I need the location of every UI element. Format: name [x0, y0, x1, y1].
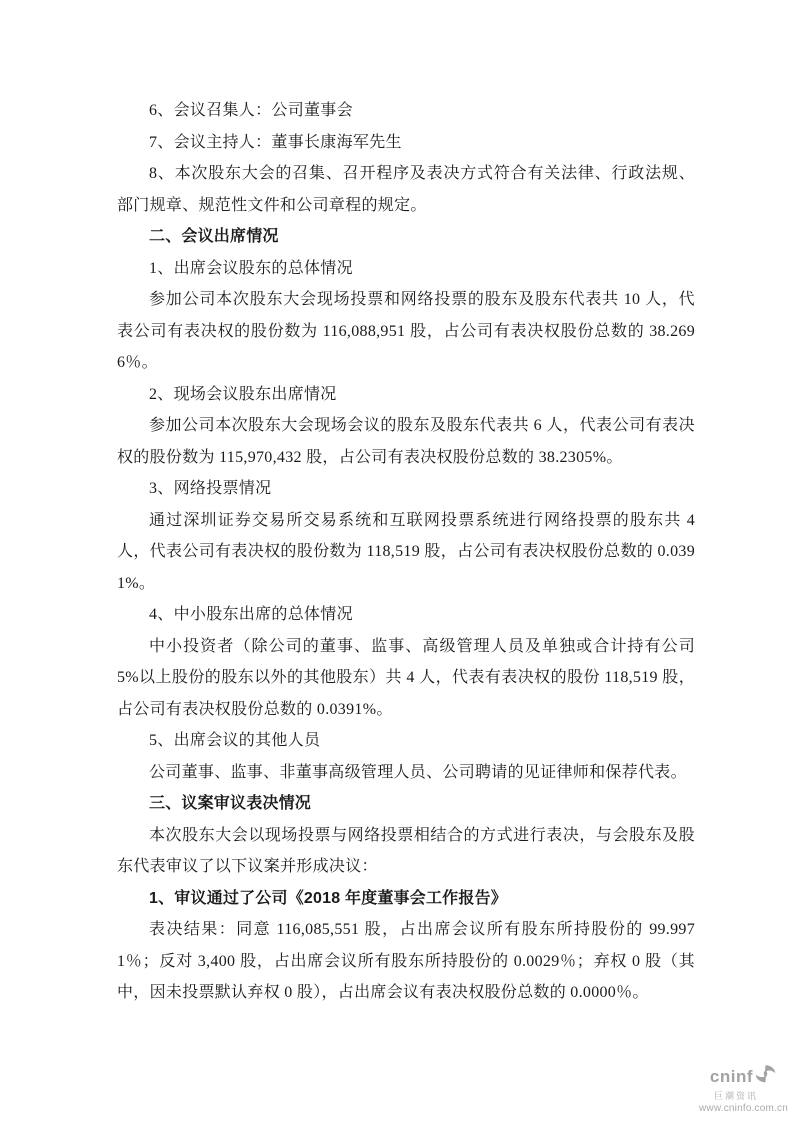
- swirl-icon: [755, 1065, 776, 1088]
- paragraph: 公司董事、监事、非董事高级管理人员、公司聘请的见证律师和保荐代表。: [149, 763, 687, 781]
- cninfo-chinese-name: 巨潮资讯: [713, 1091, 758, 1101]
- resolution-heading: 1、审议通过了公司《2018 年度董事会工作报告》: [149, 889, 507, 907]
- section-heading: 三、议案审议表决情况: [149, 795, 312, 812]
- paragraph: 4、中小股东出席的总体情况: [149, 606, 353, 623]
- paragraph: 8、本次股东大会的召集、召开程序及表决方式符合有关法律、行政法规、部门规章、规范性文件和公司章程的规定。: [117, 165, 695, 214]
- paragraph: 5、出席会议的其他人员: [149, 732, 321, 749]
- document-body: [117, 95, 695, 1009]
- paragraph: 本次股东大会以现场投票与网络投票相结合的方式进行表决，与会股东及股东代表审议了以下议案并形成决议：: [117, 826, 695, 875]
- paragraph: 1、出席会议股东的总体情况: [149, 259, 353, 277]
- section-heading: 二、会议出席情况: [149, 228, 279, 245]
- paragraph: 参加公司本次股东大会现场会议的股东及股东代表共 6 人，代表公司有表决权的股份数为 115,970,432 股，占公司有表决权股份总数的 38.2305%。: [117, 417, 695, 466]
- paragraph: 2、现场会议股东出席情况: [149, 385, 337, 403]
- cninfo-url: www.cninfo.com.cn: [699, 1103, 788, 1114]
- cninfo-wordmark: cninf: [709, 1066, 753, 1086]
- paragraph: 通过深圳证券交易所交易系统和互联网投票系统进行网络投票的股东共 4 人，代表公司有表决权的股份数为 118,519 股，占公司有表决权股份总数的 0.0391%。: [117, 511, 695, 592]
- paragraph: 7、会议主持人：董事长康海军先生: [149, 133, 402, 151]
- cninfo-wordmark-row: [710, 1065, 788, 1088]
- paragraph: 6、会议召集人：公司董事会: [149, 102, 353, 119]
- paragraph: 表决结果：同意 116,085,551 股，占出席会议所有股东所持股份的 99.9971％；反对 3,400 股，占出席会议所有股东所持股份的 0.0029％；弃权 0 股（其中，因未投票默认弃权 0 股），占出席会议有表决权股份总数的 0.0000％。: [117, 921, 695, 1001]
- paragraph: 3、网络投票情况: [149, 480, 272, 497]
- paragraph: 参加公司本次股东大会现场投票和网络投票的股东及股东代表共 10 人，代表公司有表决权的股份数为 116,088,951 股，占公司有表决权股份总数的 38.2696％。: [117, 291, 695, 371]
- cninfo-watermark: [678, 1065, 788, 1114]
- paragraph: 中小投资者（除公司的董事、监事、高级管理人员及单独或合计持有公司 5%以上股份的股东以外的其他股东）共 4 人，代表有表决权的股份 118,519 股， 占公司有表决权股份总数的 0.0391%。: [117, 637, 695, 718]
